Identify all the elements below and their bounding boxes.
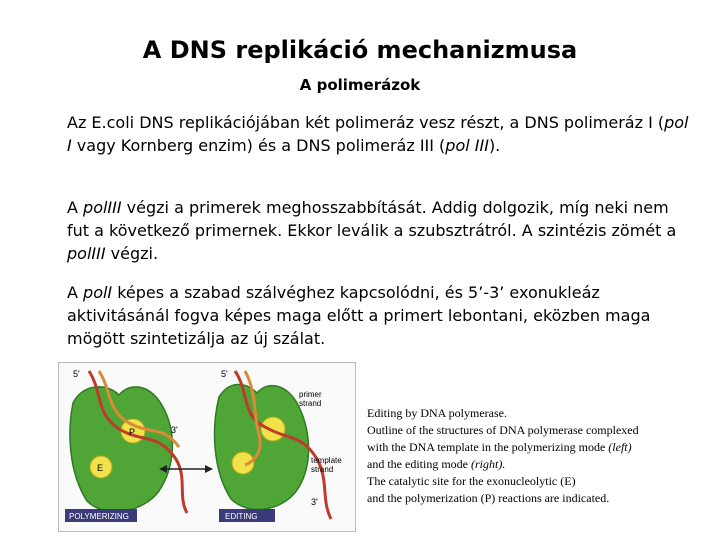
paragraph-pol-i	[67, 281, 692, 350]
polymerase-illustration	[59, 363, 355, 531]
dna-polymerase-figure	[58, 362, 356, 532]
caption-line-4a: and the editing mode	[367, 457, 471, 471]
left-label-5prime: 5'	[73, 369, 80, 379]
left-label-e: E	[97, 463, 104, 473]
p1-text-c: vagy Kornberg enzim) és a DNS polimeráz III (	[71, 136, 446, 155]
slide-title: A DNS replikáció mechanizmusa	[142, 36, 578, 64]
template-strand-label-2: strand	[311, 465, 334, 474]
p3-text-c: képes a szabad szálvéghez kapcsolódni, és 5’-3’ exonukleáz aktivitásánál fogva képes maga előtt a primert lebontani, eközben maga mögött szintetizálja az új szálat.	[67, 283, 651, 348]
paragraph-polymerases	[67, 111, 692, 157]
p1-text-a: Az E.coli DNS replikációjában két polimeráz vesz részt, a DNS polimeráz I (	[67, 113, 665, 132]
left-label-3prime: 3'	[171, 425, 178, 435]
p2-pol-iii-1: polIII	[83, 198, 122, 217]
right-label-5prime: 5'	[221, 369, 228, 379]
p2-text-a: A	[67, 198, 84, 217]
p2-text-c: végzi a primerek meghosszabbítását. Addig dolgozik, míg neki nem fut a következő primernek. Ekkor leválik a szubsztrátról. A szintézis zömét a	[67, 198, 677, 240]
right-site-p	[261, 417, 285, 441]
caption-line-3	[367, 439, 707, 456]
p1-pol-iii: pol III	[445, 136, 489, 155]
figure-caption	[367, 405, 707, 507]
left-enzyme-shape	[70, 387, 172, 512]
caption-line-3b: (left)	[608, 440, 632, 454]
editing-label: EDITING	[225, 512, 258, 521]
caption-line-3a: with the DNA template in the polymerizing mode	[367, 440, 609, 454]
p2-pol-iii-2: polIII	[67, 244, 106, 263]
right-label-3prime: 3'	[311, 497, 318, 507]
right-enzyme-shape	[215, 384, 309, 509]
p3-pol-i: polI	[83, 283, 113, 302]
template-strand-label-1: template	[311, 456, 342, 465]
caption-line-6: and the polymerization (P) reactions are indicated.	[367, 491, 610, 505]
p1-pol-i: pol I	[67, 113, 689, 155]
caption-line-4	[367, 456, 707, 473]
p1-text-e: ).	[488, 136, 501, 155]
slide-subtitle: A polimerázok	[299, 76, 421, 94]
caption-line-5: The catalytic site for the exonucleolytic (E)	[367, 474, 576, 488]
paragraph-pol-iii	[67, 196, 692, 265]
caption-line-1: Editing by DNA polymerase.	[367, 406, 507, 420]
caption-line-4b: (right).	[470, 457, 506, 471]
primer-strand-label-2: strand	[299, 399, 322, 408]
p2-text-e: végzi.	[105, 244, 159, 263]
p3-text-a: A	[67, 283, 84, 302]
primer-strand-label-1: primer	[299, 390, 322, 399]
caption-line-2: Outline of the structures of DNA polymerase complexed	[367, 423, 639, 437]
polymerizing-label: POLYMERIZING	[69, 512, 129, 521]
left-label-p: P	[129, 427, 136, 437]
